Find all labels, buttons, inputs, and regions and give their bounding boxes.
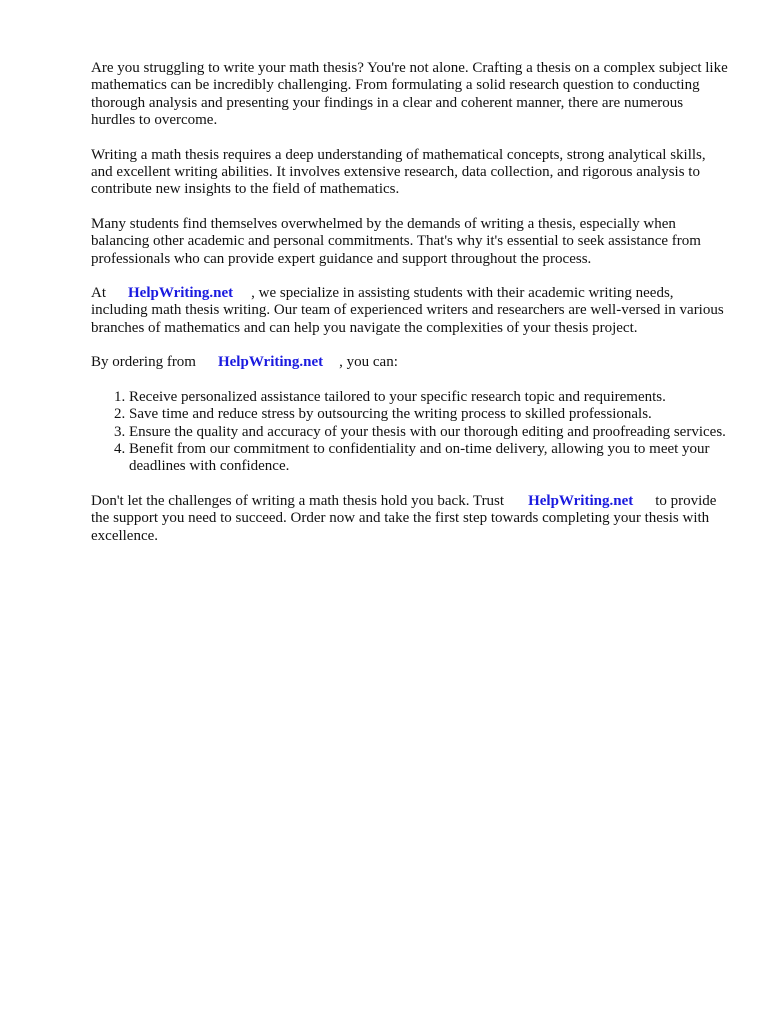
helpwriting-link-2[interactable]: HelpWriting.net <box>217 354 324 371</box>
ordering-paragraph <box>91 354 731 371</box>
requirements-paragraph: Writing a math thesis requires a deep understanding of mathematical concepts, strong analytical skills, and excellent writing abilities. It involves extensive research, data collection, and rigorous analysis to contribute new insights to the field of mathematics. <box>91 146 706 198</box>
benefits-list <box>91 389 731 476</box>
closing-suffix: to provide the support you need to succeed. Order now and take the first step towards completing your thesis with excellence. <box>91 492 717 544</box>
service-suffix: , we specialize in assisting students with their academic writing needs, including math thesis writing. Our team of experienced writers and researchers are well-versed in various branches of mathematics and can help you navigate the complexities of your thesis project. <box>91 285 724 336</box>
document-body <box>91 60 731 562</box>
helpwriting-link-1[interactable]: HelpWriting.net <box>128 285 234 302</box>
service-prefix: At <box>91 285 106 302</box>
list-item: 3. Ensure the quality and accuracy of your thesis with our thorough editing and proofreading services. <box>129 424 731 441</box>
list-item: 4. Benefit from our commitment to confidentiality and on-time delivery, allowing you to meet your deadlines with confidence. <box>129 441 731 476</box>
ordering-suffix: , you can: <box>339 354 398 371</box>
list-item: 2. Save time and reduce stress by outsourcing the writing process to skilled professionals. <box>129 406 731 423</box>
overwhelmed-paragraph: Many students find themselves overwhelmed by the demands of writing a thesis, especially when balancing other academic and personal commitments. That's why it's essential to seek assistance from professionals who can provide expert guidance and support throughout the process. <box>91 215 701 267</box>
ordering-prefix: By ordering from <box>91 354 196 371</box>
service-paragraph <box>91 285 731 337</box>
intro-paragraph: Are you struggling to write your math thesis? You're not alone. Crafting a thesis on a complex subject like mathematics can be incredibly challenging. From formulating a solid research question to conducting thorough analysis and presenting your findings in a clear and coherent manner, there are numerous hurdles to overcome. <box>91 60 728 129</box>
closing-prefix: Don't let the challenges of writing a math thesis hold you back. Trust <box>91 492 505 509</box>
closing-paragraph <box>91 493 731 545</box>
helpwriting-link-3[interactable]: HelpWriting.net <box>528 492 634 509</box>
list-item: 1. Receive personalized assistance tailored to your specific research topic and requirements. <box>129 389 731 406</box>
